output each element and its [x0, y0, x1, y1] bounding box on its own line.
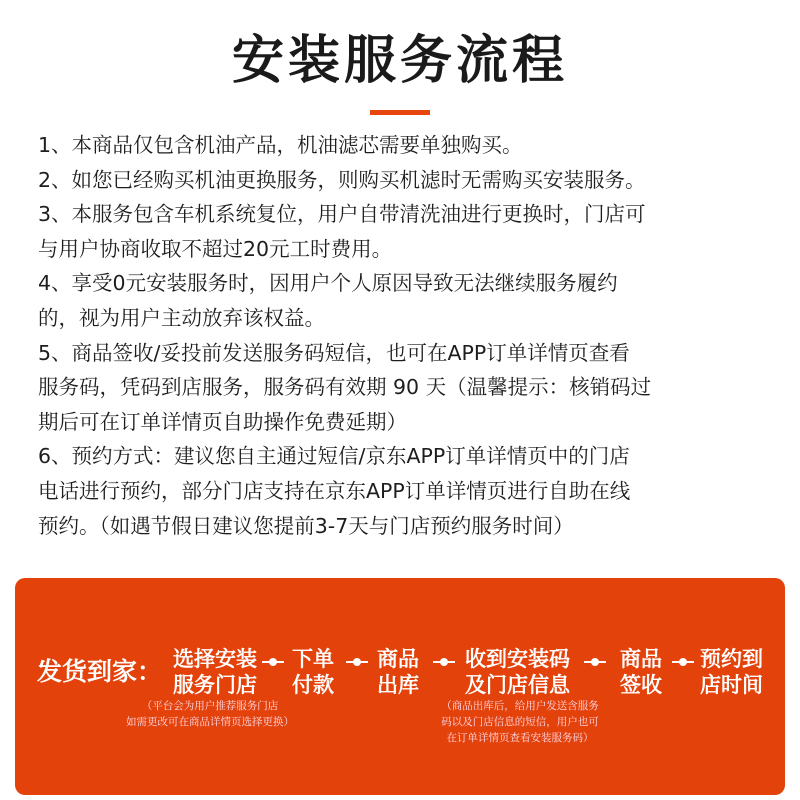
- step-line: 预约到: [700, 647, 763, 671]
- rule-line: 期后可在订单详情页自助操作免费延期）: [38, 409, 407, 434]
- rule-line: 预约。（如遇节假日建议您提前3-7天与门店预约服务时间）: [38, 513, 574, 538]
- flow-lead: 发货到家：: [37, 657, 163, 686]
- step-line: 签收: [620, 673, 662, 697]
- rule-line: 4、享受0元安装服务时，因用户个人原因导致无法继续服务履约: [38, 271, 618, 296]
- connector-icon: [346, 661, 368, 663]
- step-line: 出库: [377, 673, 419, 697]
- step-line: 付款: [292, 673, 334, 697]
- rules-list: [38, 128, 788, 543]
- step-line: 商品: [377, 647, 419, 671]
- step-line: 商品: [620, 647, 662, 671]
- code-note: [425, 698, 615, 746]
- note-line: （商品出库后，给用户发送含服务: [441, 700, 599, 712]
- step-line: 及门店信息: [465, 673, 570, 697]
- step-line: 店时间: [700, 673, 763, 697]
- store-select-note: [110, 698, 310, 730]
- rule-line: 与用户协商收取不超过20元工时费用。: [38, 236, 393, 261]
- page-title: 安装服务流程: [231, 31, 568, 91]
- step-line: 服务门店: [173, 673, 257, 697]
- title-underline: [370, 110, 430, 115]
- rule-line: 服务码，凭码到店服务，服务码有效期 90 天（温馨提示：核销码过: [38, 375, 652, 400]
- note-line: 如需更改可在商品详情页选择更换）: [126, 716, 294, 728]
- flow-step-select-store: [173, 646, 257, 698]
- note-line: 码以及门店信息的短信，用户也可: [441, 716, 599, 728]
- rule-line: 1、本商品仅包含机油产品，机油滤芯需要单独购买。: [38, 133, 523, 157]
- rule-line: 的，视为用户主动放弃该权益。: [38, 305, 325, 330]
- flow-step-appointment: [700, 646, 763, 698]
- rule-line: 5、商品签收/妥投前发送服务码短信，也可在APP订单详情页查看: [38, 340, 630, 365]
- step-line: 收到安装码: [465, 647, 570, 671]
- rule-line: 6、预约方式：建议您自主通过短信/京东APP订单详情页中的门店: [38, 444, 630, 469]
- note-line: 在订单详情页查看安装服务码）: [446, 732, 594, 744]
- rule-line: 电话进行预约，部分门店支持在京东APP订单详情页进行自助在线: [38, 478, 631, 503]
- connector-icon: [584, 661, 606, 663]
- rule-line: 3、本服务包含车机系统复位，用户自带清洗油进行更换时，门店可: [38, 202, 646, 227]
- rule-line: 2、如您已经购买机油更换服务，则购买机滤时无需购买安装服务。: [38, 167, 646, 192]
- connector-icon: [262, 661, 284, 663]
- flow-step-receive-code: [465, 646, 570, 698]
- flow-step-shipped: [377, 646, 419, 698]
- flow-step-received: [620, 646, 662, 698]
- note-line: （平台会为用户推荐服务门店: [141, 700, 279, 712]
- flow-panel: [15, 578, 785, 795]
- step-line: 下单: [292, 647, 334, 671]
- step-line: 选择安装: [173, 647, 257, 671]
- connector-icon: [672, 661, 694, 663]
- flow-step-order-pay: [292, 646, 334, 698]
- connector-icon: [433, 661, 455, 663]
